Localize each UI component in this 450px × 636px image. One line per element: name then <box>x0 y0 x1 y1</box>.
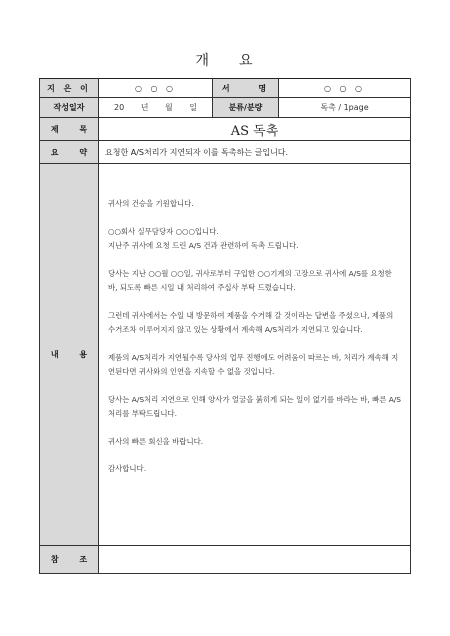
author-value: ○ ○ ○ <box>99 79 213 98</box>
document-title-part2: 요 <box>239 53 255 69</box>
subject-label: 제 목 <box>40 118 99 141</box>
reference-label: 참 조 <box>40 546 99 574</box>
content-paragraph: 귀사의 건승을 기원합니다. <box>108 199 194 208</box>
content-paragraph: 당사는 지난 ○○월 ○○일, 귀사로부터 구입한 ○○기계의 고장으로 귀사에 A/S를 요청한 바, 되도록 빠른 시일 내 처리하여 주십사 부탁 드렸습니다. <box>108 268 392 292</box>
content-paragraph: 당사는 A/S처리 지연으로 인해 양사가 얼굴을 붉히게 되는 일이 없기를 바라는 바, 빠른 A/S처리를 부탁드립니다. <box>108 394 401 418</box>
signature-label: 서 명 <box>213 79 279 98</box>
category-value: 독촉 / 1page <box>279 98 411 118</box>
category-label: 분류/분량 <box>213 98 279 118</box>
author-label: 지 은 이 <box>40 79 99 98</box>
signature-value: ○ ○ ○ <box>279 79 411 98</box>
content-paragraph: 귀사의 빠른 회신을 바랍니다. <box>108 436 204 446</box>
date-value: 20 년 월 일 <box>99 98 213 118</box>
content-paragraph: 감사합니다. <box>108 464 147 473</box>
form-row-date <box>40 98 411 118</box>
overview-form <box>39 78 411 574</box>
content-paragraph: 지난주 귀사에 요청 드린 A/S 건과 관련하여 독촉 드립니다. <box>108 241 299 250</box>
form-row-author <box>40 79 411 98</box>
summary-label: 요 약 <box>40 141 99 164</box>
document-title <box>0 50 450 70</box>
summary-value: 요청한 A/S처리가 지연되자 이를 독촉하는 글입니다. <box>99 141 411 164</box>
content-label: 내 용 <box>40 164 99 546</box>
form-row-summary <box>40 141 411 164</box>
date-label: 작성일자 <box>40 98 99 118</box>
form-row-reference <box>40 546 411 574</box>
form-row-content <box>40 164 411 546</box>
document-title-part1: 개 <box>195 53 211 69</box>
content-paragraph: ○○회사 실무담당자 ○○○입니다. <box>108 226 219 236</box>
reference-value <box>99 546 411 574</box>
subject-value: AS 독촉 <box>99 118 411 141</box>
content-paragraph: 제품의 A/S처리가 지연될수록 당사의 업무 진행에도 어려움이 따르는 바, 처리가 계속해 지연된다면 귀사와의 인연을 지속할 수 없을 것입니다. <box>108 352 399 376</box>
form-row-subject <box>40 118 411 141</box>
content-paragraph: 그런데 귀사에서는 수일 내 방문하여 제품을 수거해 갈 것이라는 답변을 주셨으나, 제품의 수거조차 이루어지지 않고 있는 상황에서 계속해 A/S처리가 지연되고 있습니다. <box>108 310 394 334</box>
content-body <box>99 164 411 546</box>
